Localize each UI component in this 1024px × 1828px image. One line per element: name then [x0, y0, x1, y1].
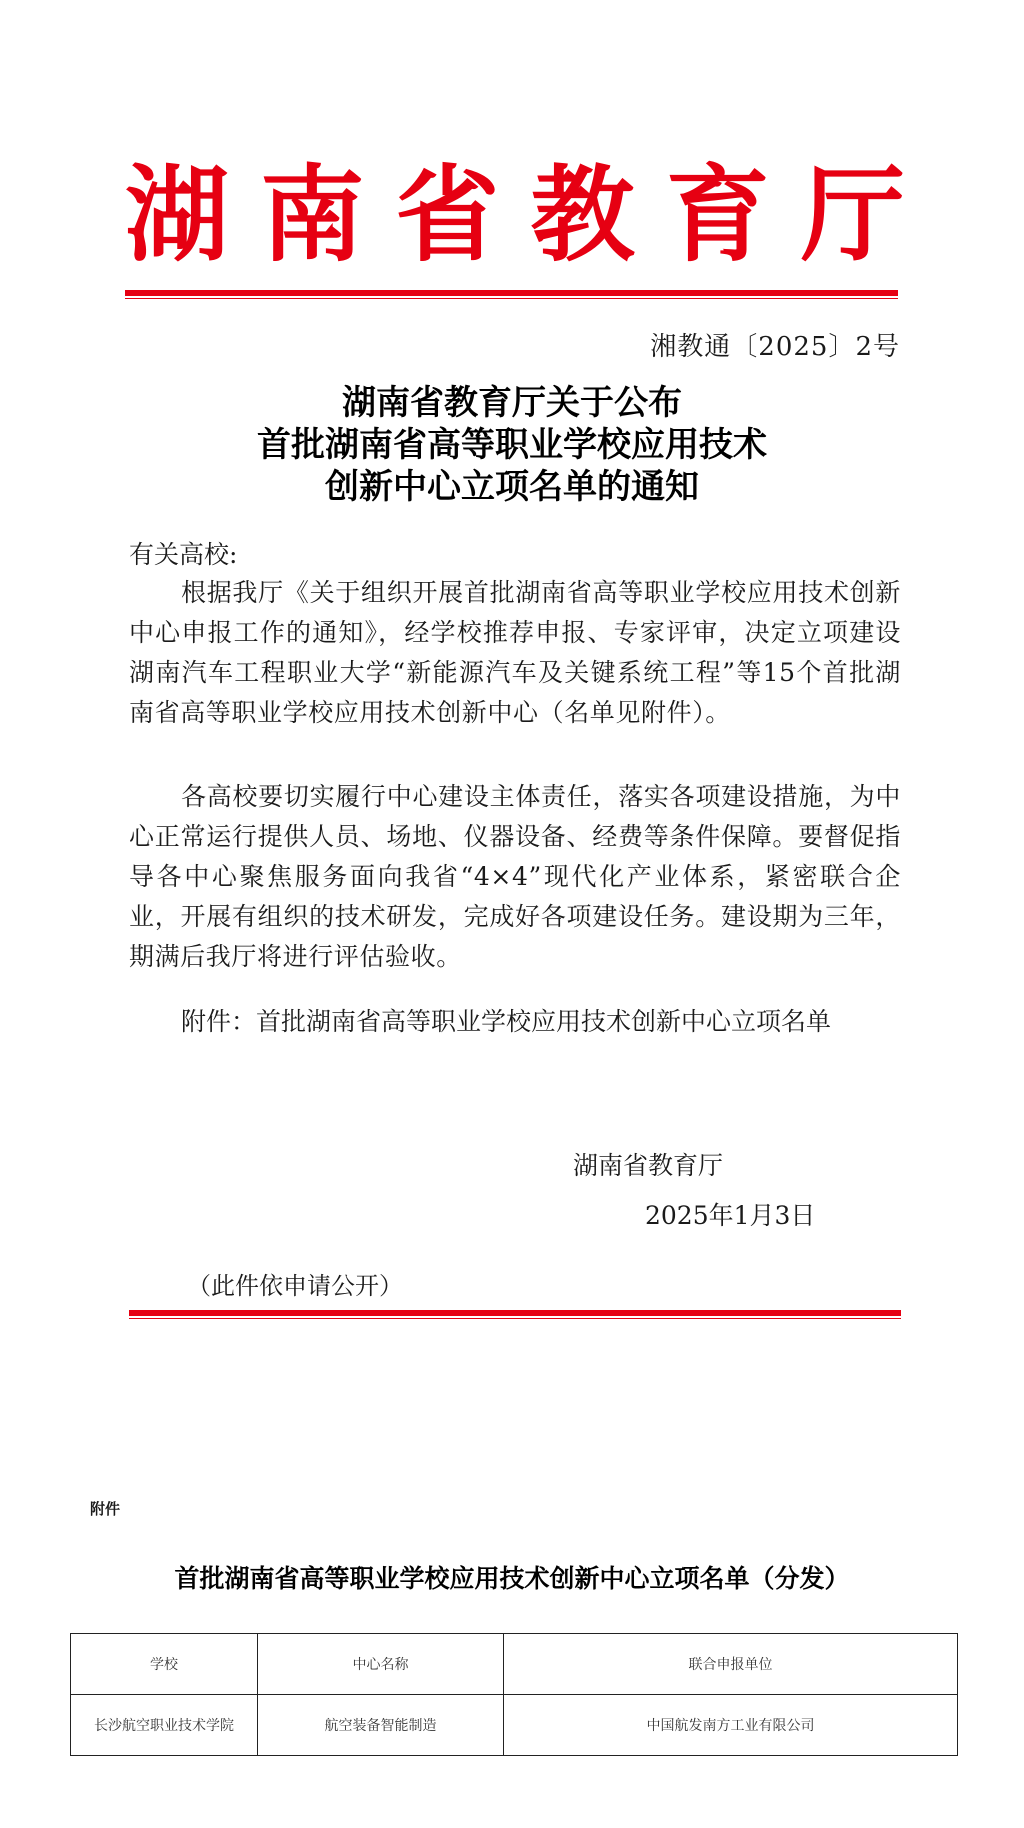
title-line: 创新中心立项名单的通知 — [325, 467, 699, 507]
document-number: 湘教通〔2025〕2号 — [650, 332, 900, 362]
letterhead-char: 湖 — [125, 153, 230, 276]
cell-school: 长沙航空职业技术学院 — [71, 1695, 258, 1756]
issuer-name: 湖南省教育厅 — [573, 1151, 724, 1180]
footer-divider-thin — [129, 1318, 901, 1319]
letterhead-char: 厅 — [800, 153, 905, 276]
title-line: 首批湖南省高等职业学校应用技术 — [257, 425, 767, 465]
document-title — [120, 382, 904, 508]
table-header-row — [71, 1634, 958, 1695]
annex-table — [70, 1633, 958, 1756]
column-header-partner: 联合申报单位 — [504, 1634, 958, 1695]
letterhead-char: 省 — [395, 153, 500, 276]
letterhead-char: 南 — [260, 153, 365, 276]
letterhead-char: 教 — [530, 153, 635, 276]
cell-partner: 中国航发南方工业有限公司 — [504, 1695, 958, 1756]
letterhead-divider — [125, 290, 898, 296]
column-header-school: 学校 — [71, 1634, 258, 1695]
disclosure-note: （此件依申请公开） — [187, 1272, 403, 1300]
issue-date: 2025年1月3日 — [645, 1201, 816, 1230]
attachment-reference: 附件：首批湖南省高等职业学校应用技术创新中心立项名单 — [181, 1007, 832, 1036]
body-paragraph — [129, 777, 901, 977]
paragraph-text: 根据我厅《关于组织开展首批湖南省高等职业学校应用技术创新中心申报工作的通知》，经学校推荐申报、专家评审，决定立项建设湖南汽车工程职业大学“新能源汽车及关键系统工程”等15个首批湖南省高等职业学校应用技术创新中心（名单见附件）。 — [129, 578, 901, 727]
body-paragraph — [129, 573, 901, 733]
annex-label: 附件 — [90, 1500, 121, 1518]
column-header-center: 中心名称 — [258, 1634, 504, 1695]
annex-title: 首批湖南省高等职业学校应用技术创新中心立项名单（分发） — [174, 1564, 850, 1593]
letterhead — [125, 150, 905, 280]
footer-divider — [129, 1310, 901, 1316]
table-row — [71, 1695, 958, 1756]
title-line: 湖南省教育厅关于公布 — [342, 383, 682, 423]
paragraph-text: 各高校要切实履行中心建设主体责任，落实各项建设措施，为中心正常运行提供人员、场地、仪器设备、经费等条件保障。要督促指导各中心聚焦服务面向我省“4×4”现代化产业体系，紧密联合企业，开展有组织的技术研发，完成好各项建设任务。建设期为三年，期满后我厅将进行评估验收。 — [129, 782, 901, 971]
cell-center: 航空装备智能制造 — [258, 1695, 504, 1756]
letterhead-divider-thin — [125, 298, 898, 299]
letterhead-char: 育 — [665, 153, 770, 276]
salutation: 有关高校: — [129, 540, 238, 569]
